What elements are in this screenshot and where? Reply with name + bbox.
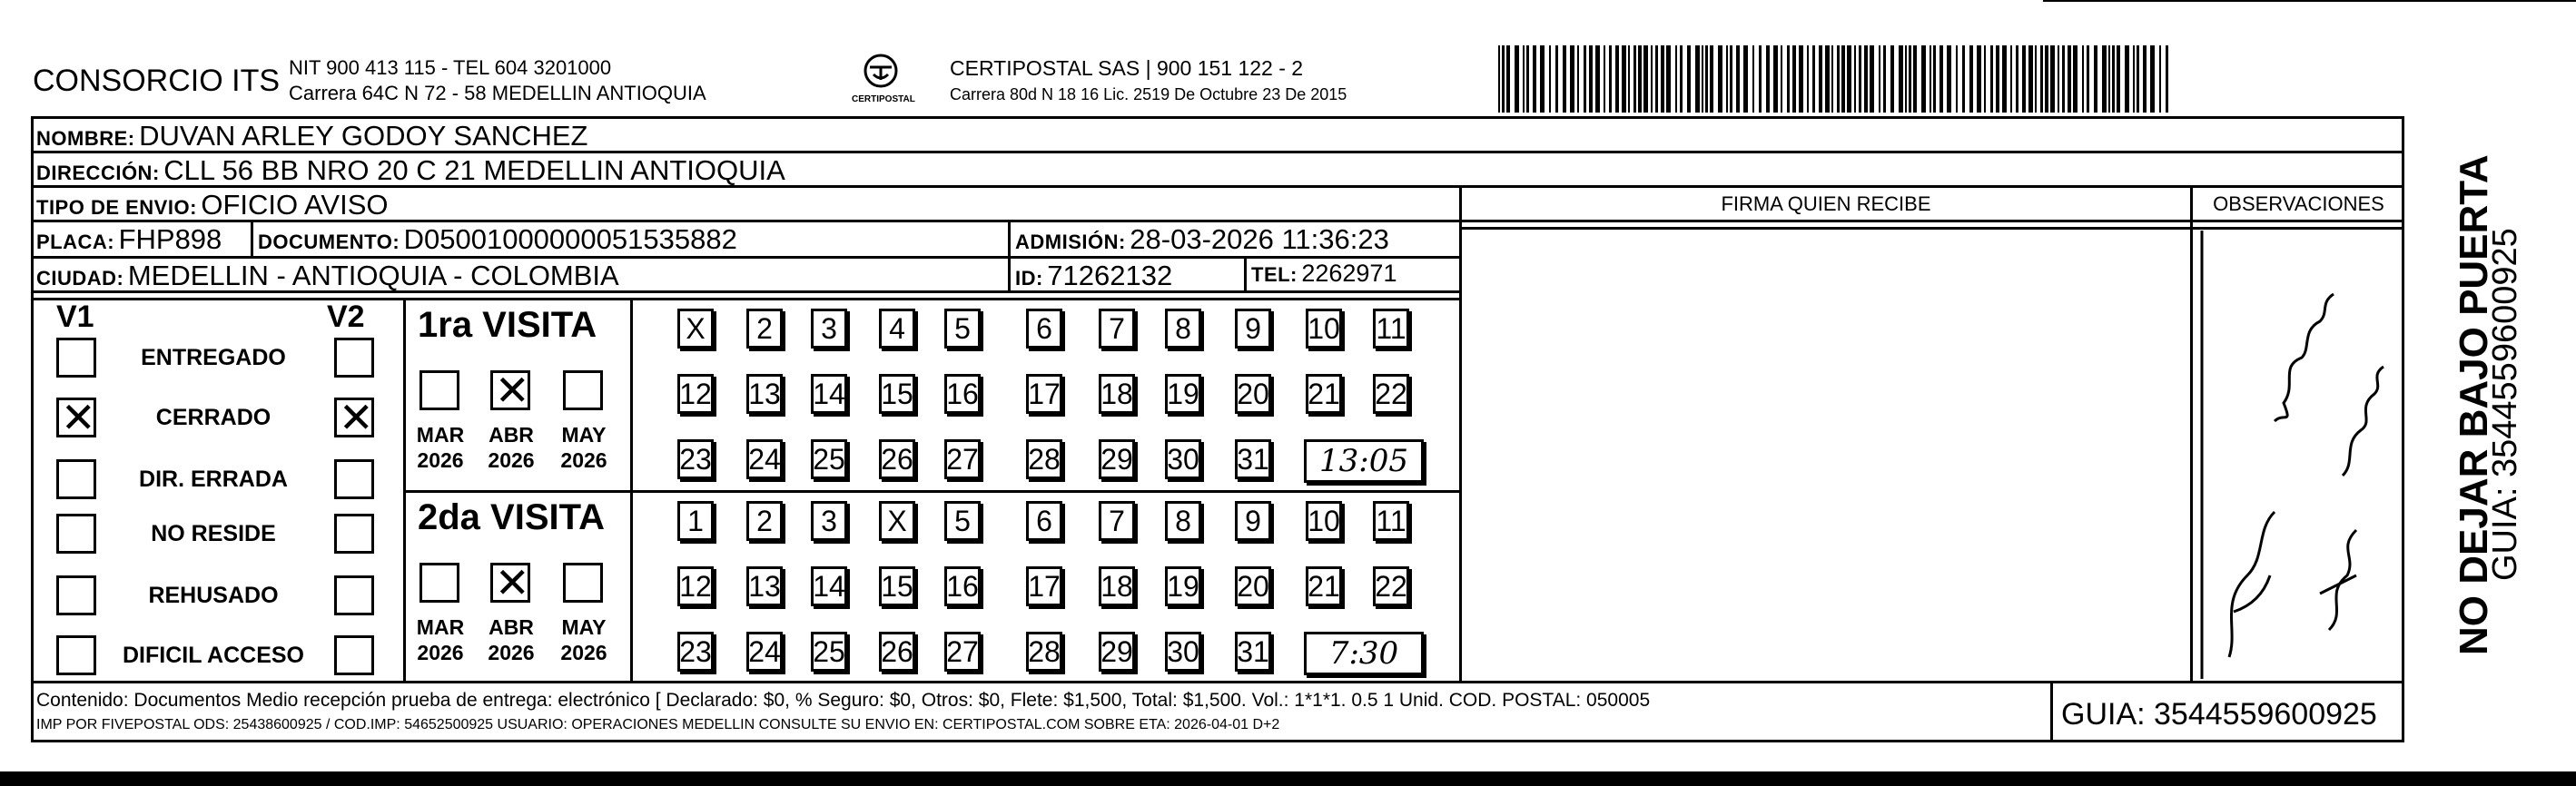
day-box[interactable]: 25 <box>811 439 847 479</box>
nombre-value: DUVAN ARLEY GODOY SANCHEZ <box>139 120 588 152</box>
placa-label: PLACA: <box>36 231 115 253</box>
day-box[interactable]: 24 <box>746 632 783 672</box>
month-label: ABR <box>489 423 534 447</box>
top-edge-line <box>2043 0 2576 2</box>
day-box[interactable]: 12 <box>677 374 714 414</box>
observaciones-header: OBSERVACIONES <box>2213 192 2384 215</box>
id-label: ID: <box>1015 267 1043 290</box>
day-box[interactable]: 11 <box>1373 501 1409 541</box>
year-label: 2026 <box>560 448 607 472</box>
id-value: 71262132 <box>1047 260 1173 291</box>
month-label: MAY <box>561 423 607 447</box>
day-box[interactable]: 30 <box>1165 632 1201 672</box>
day-box[interactable]: 24 <box>746 439 783 479</box>
v2-header: V2 <box>327 300 365 334</box>
status-label: DIR. ERRADA <box>139 467 288 492</box>
day-box[interactable]: 11 <box>1373 309 1409 349</box>
v1-checkbox[interactable] <box>56 635 96 675</box>
visit-title: 1ra VISITA <box>418 305 597 345</box>
year-label: 2026 <box>417 448 464 472</box>
v2-checkbox[interactable] <box>334 575 374 615</box>
day-box[interactable]: 30 <box>1165 439 1201 479</box>
status-label: NO RESIDE <box>151 521 276 546</box>
year-label: 2026 <box>417 641 464 664</box>
status-label: DIFICIL ACCESO <box>122 643 304 668</box>
day-box[interactable]: 4 <box>879 309 915 349</box>
day-box-checked[interactable]: X <box>677 309 714 349</box>
side-guia-text: GUIA: 3544559600925 <box>2486 228 2524 581</box>
tel-label: TEL: <box>1251 263 1298 286</box>
day-box[interactable]: 18 <box>1099 566 1135 606</box>
company-nit: NIT 900 413 115 - TEL 604 3201000 <box>289 56 612 79</box>
day-box[interactable]: 5 <box>944 501 981 541</box>
day-box[interactable]: 14 <box>811 566 847 606</box>
footer-guia: GUIA: 3544559600925 <box>2061 697 2377 732</box>
day-box[interactable]: 16 <box>944 566 981 606</box>
v2-checkbox[interactable] <box>334 514 374 554</box>
check-mark-icon: ✕ <box>339 393 374 442</box>
admision-label: ADMISIÓN: <box>1015 231 1126 253</box>
year-label: 2026 <box>560 641 607 664</box>
day-box[interactable]: 2 <box>746 309 783 349</box>
day-box[interactable]: 22 <box>1373 374 1409 414</box>
day-box[interactable]: 10 <box>1306 309 1342 349</box>
day-box[interactable]: 18 <box>1099 374 1135 414</box>
documento-value: D05001000000051535882 <box>403 223 737 255</box>
id-field <box>1015 260 1172 292</box>
direccion-row <box>36 154 785 187</box>
day-box[interactable]: 7 <box>1099 309 1135 349</box>
day-box[interactable]: 27 <box>944 439 981 479</box>
day-box[interactable]: 9 <box>1235 309 1271 349</box>
status-label: ENTREGADO <box>141 345 286 370</box>
tipo-row <box>36 189 389 221</box>
check-mark-icon: ✕ <box>495 366 530 415</box>
direccion-value: CLL 56 BB NRO 20 C 21 MEDELLIN ANTIOQUIA <box>163 154 785 186</box>
placa-field <box>36 223 222 256</box>
status-label: CERRADO <box>155 405 271 430</box>
day-box[interactable]: 12 <box>677 566 714 606</box>
carrier-address: Carrera 80d N 18 16 Lic. 2519 De Octubre 23 De 2015 <box>950 85 1347 103</box>
day-box[interactable]: 20 <box>1235 374 1271 414</box>
day-box[interactable]: 26 <box>879 632 915 672</box>
day-box[interactable]: 22 <box>1373 566 1409 606</box>
v1-checkbox[interactable] <box>56 575 96 615</box>
footer-line1: Contenido: Documentos Medio recepción prueba de entrega: electrónico [ Declarado: $0, % Seguro: $0, Otros: $0, Flete: $1,500, Total: $1,500. Vol.: 1*1*1. 0.5 1 Unid. COD. POSTAL: 050005 <box>36 690 1651 711</box>
ciudad-label: CIUDAD: <box>36 267 124 290</box>
documento-label: DOCUMENTO: <box>258 231 400 253</box>
month-label: MAY <box>561 615 607 639</box>
day-box[interactable]: 26 <box>879 439 915 479</box>
ciudad-value: MEDELLIN - ANTIOQUIA - COLOMBIA <box>127 260 619 291</box>
day-box[interactable]: 17 <box>1026 566 1062 606</box>
day-box[interactable]: 15 <box>879 374 915 414</box>
day-box[interactable]: 21 <box>1306 374 1342 414</box>
visit-time-box[interactable]: 7:30 <box>1304 632 1424 675</box>
month-checkbox[interactable] <box>563 370 603 410</box>
tipo-value: OFICIO AVISO <box>201 189 389 221</box>
day-box[interactable]: 5 <box>944 309 981 349</box>
day-box[interactable]: 6 <box>1026 309 1062 349</box>
day-box[interactable]: 29 <box>1099 632 1135 672</box>
day-box[interactable]: 3 <box>811 501 847 541</box>
day-box-checked[interactable]: X <box>879 501 915 541</box>
day-box[interactable]: 8 <box>1165 501 1201 541</box>
day-box[interactable]: 29 <box>1099 439 1135 479</box>
observaciones-handwriting <box>2193 231 2404 679</box>
day-box[interactable]: 17 <box>1026 374 1062 414</box>
signature-area[interactable] <box>1464 231 2186 679</box>
bottom-edge <box>0 771 2576 786</box>
nombre-row <box>36 120 587 152</box>
check-mark-icon: ✕ <box>61 393 96 442</box>
day-box[interactable]: 19 <box>1165 566 1201 606</box>
ciudad-field <box>36 260 619 292</box>
year-label: 2026 <box>488 641 535 664</box>
placa-value: FHP898 <box>118 223 222 255</box>
month-checkbox[interactable] <box>563 563 603 603</box>
month-checkbox[interactable] <box>419 563 459 603</box>
carrier-name: CERTIPOSTAL SAS | 900 151 122 - 2 <box>950 56 1304 80</box>
day-box[interactable]: 13 <box>746 566 783 606</box>
firma-header: FIRMA QUIEN RECIBE <box>1721 192 1931 215</box>
day-box[interactable]: 28 <box>1026 632 1062 672</box>
day-box[interactable]: 10 <box>1306 501 1342 541</box>
month-label: MAR <box>416 423 465 447</box>
day-box[interactable]: 25 <box>811 632 847 672</box>
year-label: 2026 <box>488 448 535 472</box>
admision-field <box>1015 223 1389 256</box>
day-box[interactable]: 2 <box>746 501 783 541</box>
month-label: MAR <box>416 615 465 639</box>
side-warning-text: NO DEJAR BAJO PUERTA <box>2452 154 2496 655</box>
day-box[interactable]: 9 <box>1235 501 1271 541</box>
visit-time-box[interactable]: 13:05 <box>1304 439 1424 483</box>
nombre-label: NOMBRE: <box>36 127 135 150</box>
company-address: Carrera 64C N 72 - 58 MEDELLIN ANTIOQUIA <box>289 82 706 104</box>
month-checkbox[interactable] <box>419 370 459 410</box>
logo-caption: CERTIPOSTAL <box>852 94 915 104</box>
day-box[interactable]: 19 <box>1165 374 1201 414</box>
v1-checkbox[interactable] <box>56 338 96 378</box>
day-box[interactable]: 20 <box>1235 566 1271 606</box>
documento-field <box>258 223 737 256</box>
admision-value: 28-03-2026 11:36:23 <box>1130 223 1389 255</box>
day-box[interactable]: 23 <box>677 632 714 672</box>
day-box[interactable]: 3 <box>811 309 847 349</box>
tel-value: 2262971 <box>1301 260 1397 287</box>
day-box[interactable]: 31 <box>1235 632 1271 672</box>
day-box[interactable]: 6 <box>1026 501 1062 541</box>
day-box[interactable]: 14 <box>811 374 847 414</box>
day-box[interactable]: 21 <box>1306 566 1342 606</box>
day-box[interactable]: 8 <box>1165 309 1201 349</box>
month-checkbox[interactable] <box>490 558 530 607</box>
month-checkbox[interactable] <box>490 366 530 415</box>
v1-checkbox[interactable] <box>56 459 96 499</box>
footer-line2: IMP POR FIVEPOSTAL ODS: 25438600925 / COD.IMP: 54652500925 USUARIO: OPERACIONES MEDELLIN CONSULTE SU ENVIO EN: CERTIPOSTAL.COM SOBRE ETA: 2026-04-01 D+2 <box>36 717 1280 732</box>
tel-field <box>1251 260 1397 288</box>
status-label: REHUSADO <box>148 583 279 608</box>
tipo-label: TIPO DE ENVIO: <box>36 196 197 219</box>
day-box[interactable]: 23 <box>677 439 714 479</box>
v2-checkbox[interactable] <box>334 459 374 499</box>
certipostal-logo <box>858 53 903 98</box>
check-mark-icon: ✕ <box>495 558 530 607</box>
day-box[interactable]: 13 <box>746 374 783 414</box>
company-name: CONSORCIO ITS <box>33 64 281 98</box>
day-box[interactable]: 16 <box>944 374 981 414</box>
v1-checkbox[interactable] <box>56 393 96 442</box>
v2-checkbox[interactable] <box>334 635 374 675</box>
day-box[interactable]: 7 <box>1099 501 1135 541</box>
day-box[interactable]: 1 <box>677 501 714 541</box>
v2-checkbox[interactable] <box>334 338 374 378</box>
day-box[interactable]: 28 <box>1026 439 1062 479</box>
v1-checkbox[interactable] <box>56 514 96 554</box>
v1-header: V1 <box>56 300 94 334</box>
v2-checkbox[interactable] <box>334 393 374 442</box>
day-box[interactable]: 31 <box>1235 439 1271 479</box>
direccion-label: DIRECCIÓN: <box>36 162 160 184</box>
barcode <box>1498 45 2175 113</box>
month-label: ABR <box>489 615 534 639</box>
visit-title: 2da VISITA <box>418 497 605 537</box>
day-box[interactable]: 15 <box>879 566 915 606</box>
day-box[interactable]: 27 <box>944 632 981 672</box>
